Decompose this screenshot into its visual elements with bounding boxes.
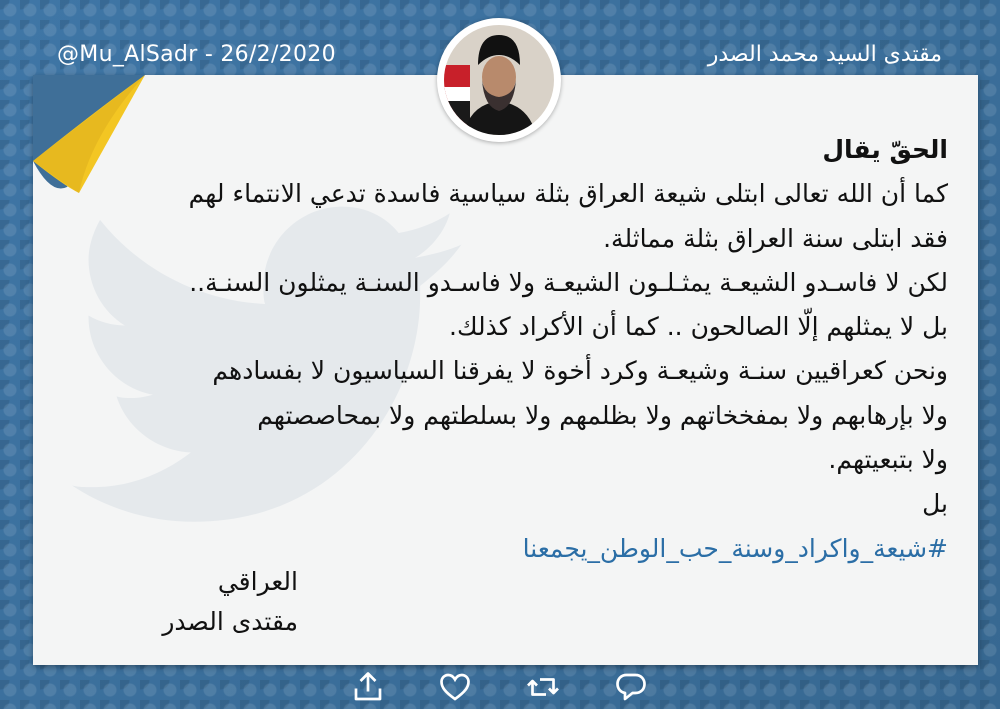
signature-line-1: العراقي xyxy=(217,567,298,596)
text-line-2: فقد ابتلى سنة العراق بثلة مماثلة. xyxy=(603,223,948,253)
handle-and-date: @Mu_AlSadr - 26/2/2020 xyxy=(57,42,336,67)
reply-icon[interactable] xyxy=(613,669,649,705)
account-name: مقتدى السيد محمد الصدر xyxy=(707,42,942,67)
text-line-7: ولا بتبعيتهم. xyxy=(828,445,948,475)
retweet-icon[interactable] xyxy=(525,669,561,705)
signature-line-2: مقتدى الصدر xyxy=(162,607,298,636)
profile-photo-icon xyxy=(444,25,554,135)
text-line-3: لكن لا فاسـدو الشيعـة يمثـلـون الشيعـة ولا فاسـدو السنـة يمثلون السنـة.. xyxy=(189,267,948,297)
tweet-actions xyxy=(0,665,1000,709)
tweet-text xyxy=(68,128,948,571)
share-icon[interactable] xyxy=(350,669,386,705)
text-line-1: كما أن الله تعالى ابتلى شيعة العراق بثلة سياسية فاسدة تدعي الانتماء لهم xyxy=(188,179,948,209)
heart-icon[interactable] xyxy=(437,669,473,705)
text-line-4: بل لا يمثلهم إلّا الصالحون .. كما أن الأكراد كذلك. xyxy=(449,312,948,342)
text-line-6: ولا بإرهابهم ولا بمفخخاتهم ولا بظلمهم ولا بسلطتهم ولا بمحاصصتهم xyxy=(257,400,948,430)
post-title: الحقّ يقال xyxy=(822,135,948,164)
signature xyxy=(128,562,298,642)
text-line-8: بل xyxy=(922,489,948,519)
avatar[interactable] xyxy=(437,18,561,142)
text-line-5: ونحن كعراقيين سنـة وشيعـة وكرد أخوة لا يفرقنا السياسيون لا بفسادهم xyxy=(212,356,948,386)
hashtag-link[interactable]: #شيعة_واكراد_وسنة_حب_الوطن_يجمعنا xyxy=(522,533,948,563)
